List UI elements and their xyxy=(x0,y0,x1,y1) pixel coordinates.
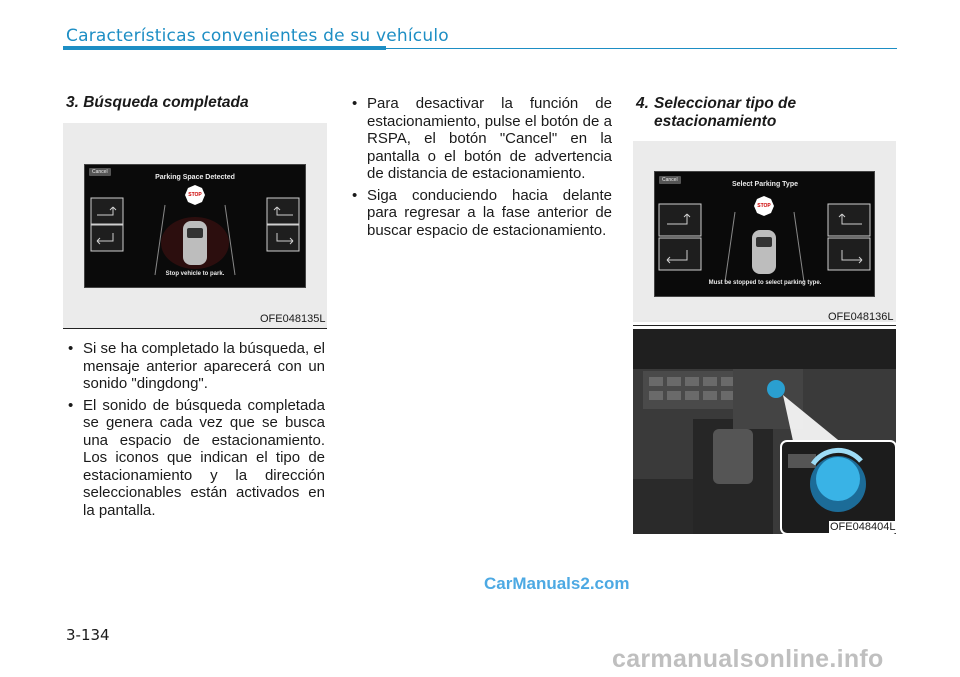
list-item-text: Siga conduciendo hacia delante para regresar a la fase anterior de buscar espacio de estacionamiento. xyxy=(367,186,612,239)
list-item-text: Si se ha completado la búsqueda, el mensaje anterior aparecerá con un sonido "dingdong". xyxy=(83,340,325,392)
caption-rule xyxy=(63,328,327,329)
bullet-dot: • xyxy=(352,95,358,112)
figure-select-parking-type xyxy=(633,141,896,322)
bullet-dot: • xyxy=(68,396,74,414)
heading-line-1: Seleccionar tipo de xyxy=(654,95,797,112)
figure-parking-detected xyxy=(63,123,327,328)
display-screen xyxy=(84,164,306,288)
list-item xyxy=(350,187,612,240)
footer-logo: carmanualsonline.info xyxy=(612,645,884,673)
bullet-list-left xyxy=(66,340,325,523)
header-rule-thin xyxy=(386,48,897,49)
header-rule xyxy=(63,46,386,50)
heading-number: 4. xyxy=(636,95,649,112)
screen-title: Select Parking Type xyxy=(731,181,798,188)
bullet-dot: • xyxy=(68,340,74,357)
list-item-text: Para desactivar la función de estacionamiento, pulse el botón de a RSPA, el botón "Cancel" en la pantalla o el botón de advertencia de distancia de estacionamiento. xyxy=(367,95,612,182)
screen-stop-sign: STOP xyxy=(757,203,771,209)
list-item xyxy=(66,397,325,520)
parking-scene-graphic xyxy=(85,165,305,287)
screen-bottom-message: Stop vehicle to park. xyxy=(165,271,225,277)
figure-caption: OFE048136L xyxy=(828,311,894,323)
watermark: CarManuals2.com xyxy=(484,574,630,593)
caption-rule xyxy=(633,325,896,326)
section-heading-busqueda: 3. Búsqueda completada xyxy=(66,94,249,111)
figure-caption: OFE048135L xyxy=(260,313,326,325)
screen-bottom-message: Must be stopped to select parking type. xyxy=(708,280,822,286)
list-item-text: El sonido de búsqueda completada se genera cada vez que se busca una espacio de estacionamiento. Los iconos que indican el tipo de estacionamiento y la dirección seleccionables están activados en la pantalla. xyxy=(83,396,325,519)
parking-scene-graphic xyxy=(655,172,874,296)
bullet-dot: • xyxy=(352,186,358,204)
heading-line-2: estacionamiento xyxy=(654,113,777,130)
page-number: 3-134 xyxy=(66,626,110,644)
console-graphic xyxy=(633,329,896,534)
screen-cancel-button: Cancel xyxy=(659,176,681,184)
page-header-title: Características convenientes de su vehículo xyxy=(66,26,449,46)
screen-stop-sign: STOP xyxy=(188,192,202,198)
screen-cancel-button: Cancel xyxy=(89,168,111,176)
bullet-list-middle xyxy=(350,95,612,243)
list-item xyxy=(350,95,612,183)
figure-console-photo xyxy=(633,329,896,534)
figure-caption: OFE048404L xyxy=(830,521,896,533)
display-screen xyxy=(654,171,875,297)
list-item xyxy=(66,340,325,393)
section-heading-seleccionar xyxy=(636,95,896,131)
screen-title: Parking Space Detected xyxy=(155,174,235,181)
